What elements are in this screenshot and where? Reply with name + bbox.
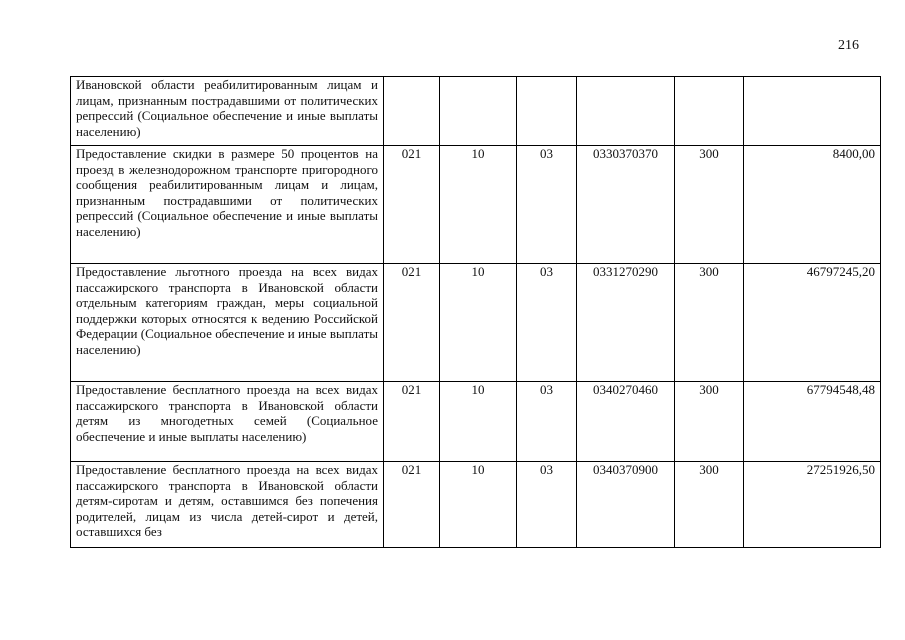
amount: 67794548,48 <box>744 382 881 462</box>
amount <box>744 77 881 146</box>
budget-table <box>70 76 881 548</box>
target-article-code <box>577 77 675 146</box>
section-code: 10 <box>440 264 517 382</box>
subsection-code: 03 <box>517 264 577 382</box>
target-article-code: 0330370370 <box>577 146 675 264</box>
ministry-code: 021 <box>384 382 440 462</box>
section-code: 10 <box>440 146 517 264</box>
section-code: 10 <box>440 382 517 462</box>
amount: 46797245,20 <box>744 264 881 382</box>
expense-description: Предоставление скидки в размере 50 процентов на проезд в железнодорожном транспорте пригородного сообщения реабилитированным лицам и лицам, признанным пострадавшими от политических репрессий (Социальное обеспечение и иные выплаты населению) <box>71 146 384 264</box>
target-article-code: 0340270460 <box>577 382 675 462</box>
expense-description: Предоставление бесплатного проезда на всех видах пассажирского транспорта в Ивановской области детям из многодетных семей (Социальное обеспечение и иные выплаты населению) <box>71 382 384 462</box>
expense-type-code: 300 <box>675 146 744 264</box>
section-code: 10 <box>440 462 517 548</box>
expense-description: Ивановской области реабилитированным лицам и лицам, признанным пострадавшими от политических репрессий (Социальное обеспечение и иные выплаты населению) <box>71 77 384 146</box>
target-article-code: 0331270290 <box>577 264 675 382</box>
page-number: 216 <box>838 38 859 53</box>
subsection-code: 03 <box>517 462 577 548</box>
expense-type-code: 300 <box>675 264 744 382</box>
table-row <box>71 264 881 382</box>
subsection-code: 03 <box>517 382 577 462</box>
expense-description: Предоставление бесплатного проезда на всех видах пассажирского транспорта в Ивановской области детям-сиротам и детям, оставшимся без попечения родителей, лицам из числа детей-сирот и детей, оставшихся без <box>71 462 384 548</box>
amount: 27251926,50 <box>744 462 881 548</box>
amount: 8400,00 <box>744 146 881 264</box>
subsection-code <box>517 77 577 146</box>
section-code <box>440 77 517 146</box>
table-row <box>71 462 881 548</box>
expense-type-code: 300 <box>675 462 744 548</box>
ministry-code: 021 <box>384 146 440 264</box>
table-row <box>71 382 881 462</box>
ministry-code: 021 <box>384 462 440 548</box>
target-article-code: 0340370900 <box>577 462 675 548</box>
expense-type-code <box>675 77 744 146</box>
expense-description: Предоставление льготного проезда на всех видах пассажирского транспорта в Ивановской области отдельным категориям граждан, меры социальной поддержки которых относятся к ведению Российской Федерации (Социальное обеспечение и иные выплаты населению) <box>71 264 384 382</box>
table-row <box>71 146 881 264</box>
subsection-code: 03 <box>517 146 577 264</box>
expense-type-code: 300 <box>675 382 744 462</box>
ministry-code <box>384 77 440 146</box>
table-row <box>71 77 881 146</box>
ministry-code: 021 <box>384 264 440 382</box>
